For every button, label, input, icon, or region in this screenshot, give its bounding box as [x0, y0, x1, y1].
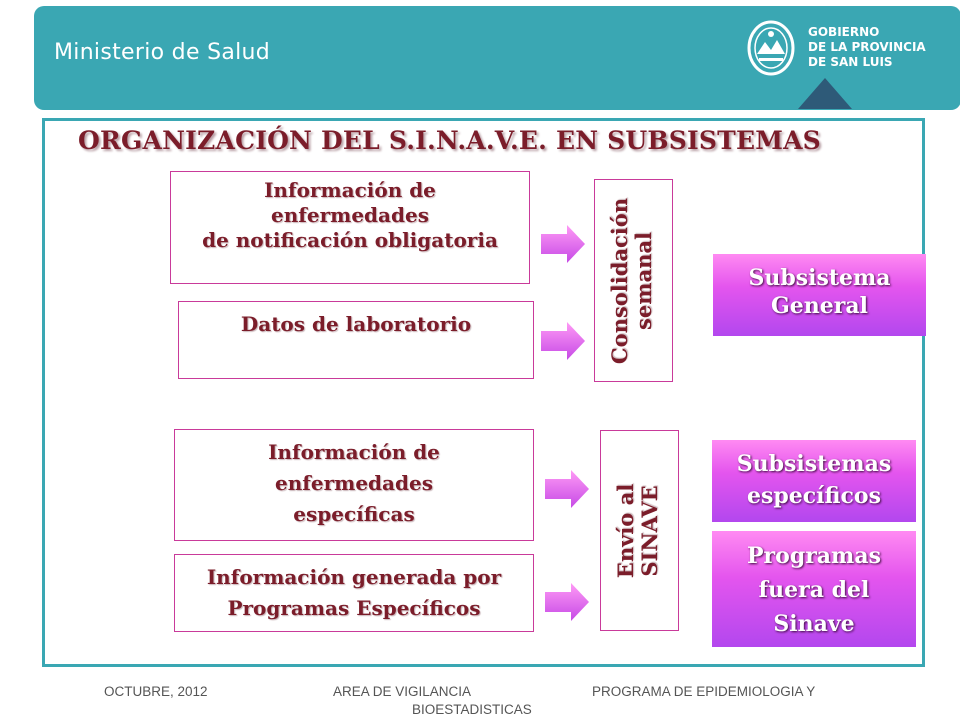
sinave-label [614, 436, 666, 626]
source-box-programs [174, 554, 534, 632]
source-1-line-1: Información de [264, 178, 436, 202]
government-label [808, 25, 926, 70]
programs-line-3: Sinave [773, 611, 855, 637]
province-seal-icon [745, 18, 797, 78]
subsystem-general-line-2: General [771, 293, 868, 319]
source-4-line-2: Programas Específicos [227, 596, 481, 620]
consolidation-line-1: Consolidación [607, 197, 632, 365]
ministry-title: Ministerio de Salud [54, 40, 271, 65]
programs-line-2: fuera del [758, 577, 870, 603]
consolidation-line-2: semanal [631, 232, 656, 330]
source-box-specific-diseases [174, 429, 534, 541]
source-3-line-3: específicas [293, 502, 415, 526]
programs-outside-sinave [712, 531, 916, 647]
footer-area-line-1: AREA DE VIGILANCIA [333, 684, 472, 699]
source-3-line-1: Información de [268, 440, 440, 464]
arrow-right-icon [545, 470, 589, 508]
subsystem-specific-line-1: Subsistemas [736, 451, 892, 477]
subsystem-specific [712, 440, 916, 522]
government-line-1: GOBIERNO [808, 25, 880, 39]
source-box-mandatory-notification [170, 171, 530, 284]
footer-program: PROGRAMA DE EPIDEMIOLOGIA Y [592, 684, 816, 699]
government-line-3: DE SAN LUIS [808, 55, 893, 69]
source-2-line-1: Datos de laboratorio [240, 312, 472, 336]
arrow-right-icon [541, 225, 585, 263]
programs-line-1: Programas [747, 543, 881, 569]
source-4-line-1: Información generada por [206, 565, 502, 589]
government-line-2: DE LA PROVINCIA [808, 40, 926, 54]
footer-area-line-2: BIOESTADISTICAS [412, 702, 532, 717]
footer-date: OCTUBRE, 2012 [104, 684, 208, 699]
subsystem-specific-line-2: específicos [747, 483, 881, 509]
sinave-line-2: SINAVE [637, 485, 662, 577]
sinave-line-1: Envío al [613, 483, 638, 579]
header-notch [798, 78, 852, 109]
source-1-line-3: de notificación obligatoria [202, 228, 498, 252]
arrow-right-icon [541, 322, 585, 360]
arrow-right-icon [545, 583, 589, 621]
slide-title: ORGANIZACIÓN DEL S.I.N.A.V.E. EN SUBSISTEMAS [78, 126, 821, 155]
source-box-laboratory [178, 301, 534, 379]
subsystem-general [713, 254, 926, 336]
source-3-line-2: enfermedades [275, 471, 433, 495]
source-1-line-2: enfermedades [271, 203, 429, 227]
subsystem-general-line-1: Subsistema [748, 265, 891, 291]
consolidation-label [608, 181, 658, 381]
